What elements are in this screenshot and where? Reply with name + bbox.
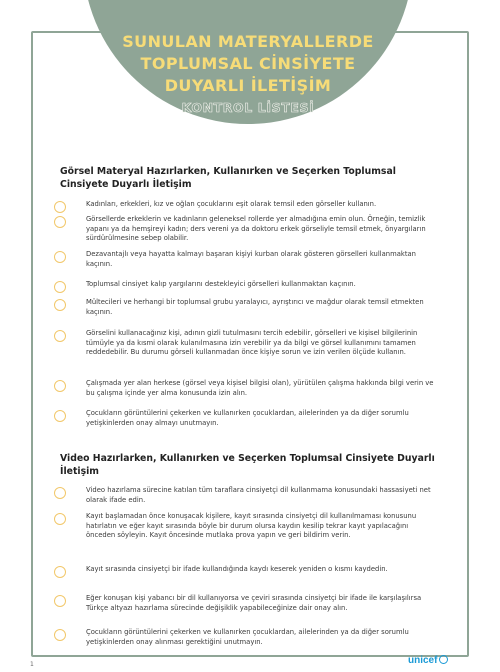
section-heading-video: Video Hazırlarken, Kullanırken ve Seçerken Toplumsal Cinsiyete Duyarlı İletişim bbox=[60, 453, 435, 477]
page-number: 1 bbox=[30, 661, 34, 668]
checkbox-circle-icon[interactable] bbox=[54, 216, 66, 228]
checkbox-circle-icon[interactable] bbox=[54, 251, 66, 263]
checklist-item-text: Kadınları, erkekleri, kız ve oğlan çocuklarını eşit olarak temsil eden görseller kullanın. bbox=[86, 200, 377, 208]
checkbox-circle-icon[interactable] bbox=[54, 410, 66, 422]
globe-icon bbox=[439, 655, 448, 664]
checkbox-circle-icon[interactable] bbox=[54, 201, 66, 213]
checklist-item-text: Görselini kullanacağınız kişi, adının gizli tutulmasını tercih edebilir, görselleri ve kişisel bilgilerinin tümüyle ya da kısmi olarak kulanılmasına izin verebilir ya da bilgi ve görsel kullanımını tamamen reddedebilir. Bu durumu görseli kullanmadan önce kişiye sorun ve izin verilen ölçüde kullanın. bbox=[86, 329, 418, 357]
title-line-2: TOPLUMSAL CİNSİYETE bbox=[140, 54, 356, 73]
checklist-item-text: Toplumsal cinsiyet kalıp yargılarını destekleyici görselleri kullanmaktan kaçının. bbox=[86, 280, 356, 288]
title-line-1: SUNULAN MATERYALLERDE bbox=[122, 32, 374, 51]
unicef-logo bbox=[408, 655, 448, 666]
checkbox-circle-icon[interactable] bbox=[54, 595, 66, 607]
checklist-item-text: Video hazırlama sürecine katılan tüm taraflara cinsiyetçi dil kullanmama konusundaki hassasiyeti net olarak ifade edin. bbox=[86, 486, 431, 504]
checkbox-circle-icon[interactable] bbox=[54, 380, 66, 392]
checklist-item-text: Çocukların görüntülerini çekerken ve kullanırken çocuklardan, ailelerinden ya da diğer sorumlu yetişkinlerden onay alınması gerektiğini unutmayın. bbox=[86, 628, 409, 646]
checkbox-circle-icon[interactable] bbox=[54, 299, 66, 311]
section-heading-visual-materials: Görsel Materyal Hazırlarken, Kullanırken ve Seçerken Toplumsal Cinsiyete Duyarlı İletişim bbox=[60, 166, 396, 190]
checkbox-circle-icon[interactable] bbox=[54, 629, 66, 641]
checklist-subtitle: KONTROL LİSTESİ bbox=[181, 100, 315, 115]
checklist-item-text: Kayıt sırasında cinsiyetçi bir ifade kullandığında kaydı keserek yeniden o kısmı kaydedin. bbox=[86, 565, 388, 573]
checkbox-circle-icon[interactable] bbox=[54, 513, 66, 525]
checklist-item-text: Çalışmada yer alan herkese (görsel veya kişisel bilgisi olan), yürütülen çalışma hakkında bilgi verin ve bu çalışma içinde yer alma konusunda izin alın. bbox=[86, 379, 434, 397]
checkbox-circle-icon[interactable] bbox=[54, 281, 66, 293]
checklist-item-text: Mültecileri ve herhangi bir toplumsal grubu yaralayıcı, ayrıştırıcı ve mağdur olarak temsil etmekten kaçının. bbox=[86, 298, 424, 316]
checklist-item-text: Görsellerde erkeklerin ve kadınların geleneksel rollerde yer almadığına emin olun. Örneğin, temizlik yapanı ya da hemşireyi kadın; ders vereni ya da doktoru erkek görseliyle temsil etmek, önyargıların sürdürülmesine sebep olabilir. bbox=[86, 215, 426, 243]
checklist-item-text: Kayıt başlamadan önce konuşacak kişilere, kayıt sırasında cinsiyetçi dil kullanılmaması konusunu hatırlatın ve eğer kayıt sırasında böyle bir durum olursa kaydın kesilip tekrar kayıt yapılacağını önceden söyleyin. Kayıt öncesinde mutlaka prova yapın ve geri bildirim verin. bbox=[86, 512, 417, 540]
checkbox-circle-icon[interactable] bbox=[54, 330, 66, 342]
checklist-item-text: Çocukların görüntülerini çekerken ve kullanırken çocuklardan, ailelerinden ya da diğer sorumlu yetişkinlerden onay almayı unutmayın. bbox=[86, 409, 409, 427]
title-line-3: DUYARLI İLETİŞİM bbox=[164, 76, 332, 95]
checkbox-circle-icon[interactable] bbox=[54, 487, 66, 499]
checklist-item-text: Eğer konuşan kişi yabancı bir dil kullanıyorsa ve çeviri sırasında cinsiyetçi bir ifade ile karşılaşılırsa Türkçe altyazı hazırlama sürecinde değişiklik yapabileceğinize dair onay alın. bbox=[86, 594, 422, 612]
checkbox-circle-icon[interactable] bbox=[54, 566, 66, 578]
checklist-item-text: Dezavantajlı veya hayatta kalmayı başaran kişiyi kurban olarak gösteren görselleri kullanmaktan kaçının. bbox=[86, 250, 416, 268]
unicef-logo-text: unicef bbox=[408, 655, 438, 666]
